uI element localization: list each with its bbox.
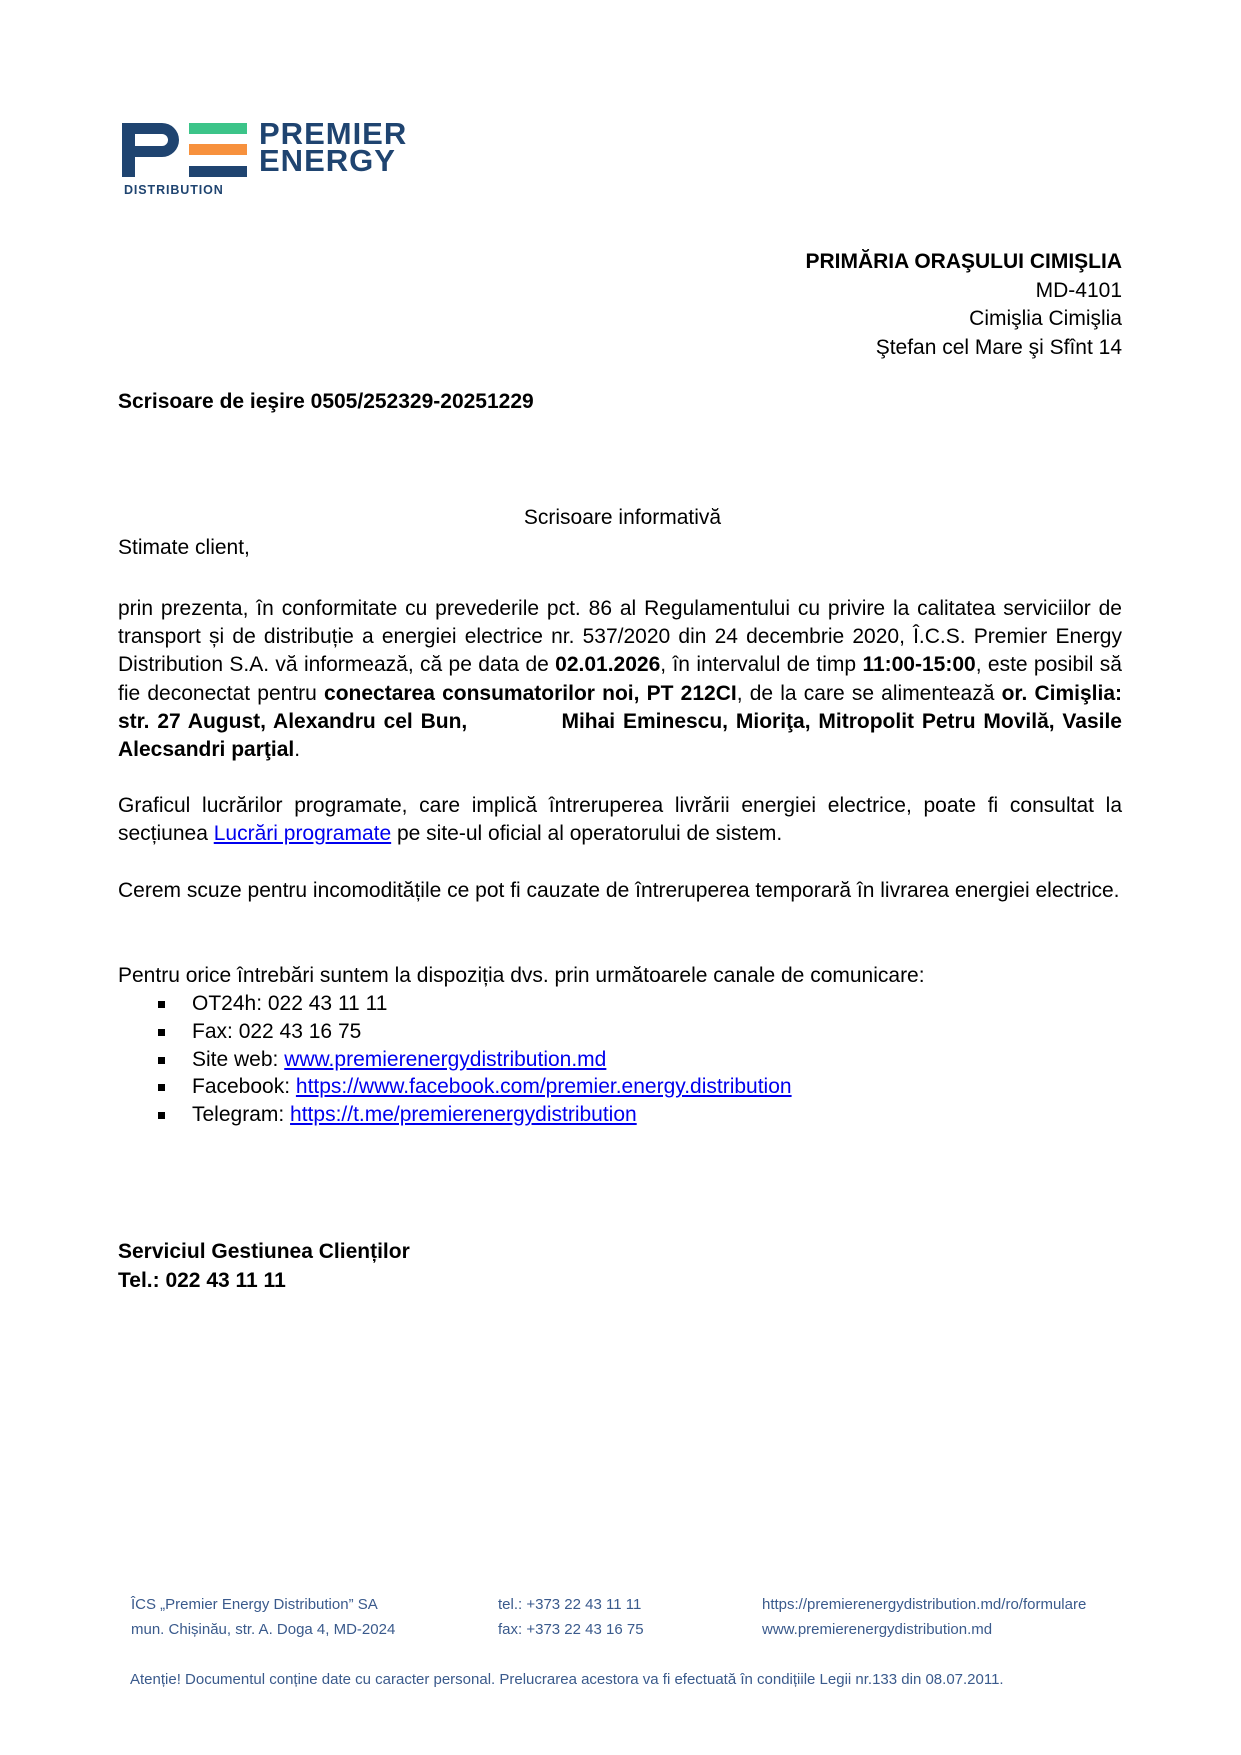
affected-addresses: or. Cimişlia: str. 27 August, Alexandru cel Bun, Mihai Eminescu, Mioriţa, Mitropolit Petru Movilă, Vasile Alecsandri parţial: [118, 681, 1128, 762]
logo-bar-orange: [189, 144, 247, 155]
text-span: .: [294, 738, 301, 762]
outage-notice-paragraph: [118, 595, 1128, 764]
bullet-icon: [158, 1001, 165, 1008]
outage-reason: conectarea consumatorilor noi, PT 212CI: [324, 681, 737, 705]
schedule-paragraph: [118, 792, 1122, 848]
logo-bar-blue: [189, 166, 247, 177]
company-logo: [122, 116, 452, 201]
footer-fax: fax: +373 22 43 16 75: [498, 1621, 644, 1638]
outgoing-reference: [118, 390, 534, 414]
logo-p-mark-icon: [122, 123, 180, 177]
contact-value: 022 43 11 11: [267, 992, 388, 1015]
bullet-icon: [158, 1029, 165, 1036]
contact-item-fax: [154, 1018, 792, 1046]
footer-tel: tel.: +373 22 43 11 11: [498, 1596, 642, 1613]
logo-bars-icon: [189, 123, 247, 177]
footer-privacy-notice: Atenție! Documentul conține date cu caracter personal. Prelucrarea acestora va fi efectuată în condițiile Legii nr.133 din 08.07.2011.: [130, 1671, 1004, 1688]
logo-bar-green: [189, 123, 247, 134]
outgoing-reference-label: Scrisoare de ieşire: [118, 390, 305, 413]
logo-wordmark-line2: ENERGY: [259, 143, 396, 178]
signature-block: [118, 1238, 410, 1295]
text-span: , este posibil să fie deconectat pentru: [118, 653, 1122, 705]
footer-website: www.premierenergydistribution.md: [762, 1621, 993, 1638]
apology-paragraph: Cerem scuze pentru incomoditățile ce pot fi cauzate de întreruperea temporară în livrarea energiei electrice.: [118, 879, 1120, 902]
contact-item-facebook: [154, 1073, 792, 1101]
telegram-link[interactable]: https://t.me/premierenergydistribution: [290, 1103, 637, 1127]
text-span: prin prezenta, în conformitate cu prevederile pct. 86 al Regulamentului cu privire la calitatea serviciilor de transport și de distribuție a energiei electrice nr. 537/2020 din 24 decembrie 2020, Î.C.S. Premier Energy Distribution S.A. vă informează, că pe data de: [118, 597, 1122, 677]
footer-company-info: [131, 1592, 395, 1642]
contact-label: Site web:: [192, 1047, 285, 1071]
outage-date: 02.01.2026: [555, 653, 661, 677]
bullet-icon: [158, 1057, 165, 1064]
signature-phone: Tel.: 022 43 11 11: [118, 1268, 286, 1292]
text-span: , de la care se alimentează: [736, 681, 1002, 705]
facebook-link[interactable]: https://www.facebook.com/premier.energy.distribution: [295, 1075, 792, 1099]
footer-web-info: [762, 1592, 1086, 1642]
outgoing-reference-number: 0505/252329-20251229: [310, 390, 534, 413]
contact-channels-list: [154, 990, 792, 1129]
recipient-name: PRIMĂRIA ORAŞULUI CIMIŞLIA: [805, 250, 1122, 273]
recipient-street: Ştefan cel Mare şi Sfînt 14: [875, 335, 1122, 359]
contact-label: Facebook:: [192, 1075, 296, 1099]
recipient-locality: Cimişlia Cimişlia: [969, 307, 1122, 330]
contact-item-telegram: [154, 1101, 792, 1129]
contact-label: Fax:: [192, 1019, 239, 1043]
greeting: Stimate client,: [118, 536, 250, 559]
signature-department: Serviciul Gestiunea Clienților: [118, 1240, 410, 1263]
footer-phone-info: [498, 1592, 644, 1642]
logo-wordmark: [259, 116, 408, 178]
contact-item-website: [154, 1046, 792, 1074]
text-span: Graficul lucrărilor programate, care implică întreruperea livrării energiei electrice, poate fi consultat la secțiunea: [118, 794, 1122, 846]
letter-subject: Scrisoare informativă: [523, 506, 722, 529]
bullet-icon: [158, 1084, 165, 1091]
contact-label: Telegram:: [192, 1103, 291, 1127]
outage-interval: 11:00-15:00: [862, 653, 976, 677]
recipient-postal-code: MD-4101: [1035, 278, 1122, 302]
footer-company-address: mun. Chișinău, str. A. Doga 4, MD-2024: [131, 1621, 396, 1638]
website-link[interactable]: www.premierenergydistribution.md: [284, 1047, 607, 1071]
text-span: , în intervalul de timp: [660, 653, 863, 677]
contact-item-ot24h: [154, 990, 792, 1018]
logo-wordmark-line1: PREMIER: [259, 116, 408, 151]
footer-forms-url: https://premierenergydistribution.md/ro/formulare: [762, 1596, 1087, 1613]
bullet-icon: [158, 1112, 165, 1119]
logo-subtitle: DISTRIBUTION: [124, 183, 224, 197]
text-span: pe site-ul oficial al operatorului de sistem.: [391, 822, 783, 846]
contact-label: OT24h:: [192, 992, 268, 1015]
contact-value: 022 43 16 75: [238, 1019, 362, 1043]
contact-intro-paragraph: Pentru orice întrebări suntem la dispoziția dvs. prin următoarele canale de comunicare:: [118, 964, 925, 987]
recipient-address: [805, 248, 1122, 362]
footer-company-name: ÎCS „Premier Energy Distribution” SA: [131, 1596, 378, 1613]
scheduled-works-link[interactable]: Lucrări programate: [213, 822, 392, 846]
